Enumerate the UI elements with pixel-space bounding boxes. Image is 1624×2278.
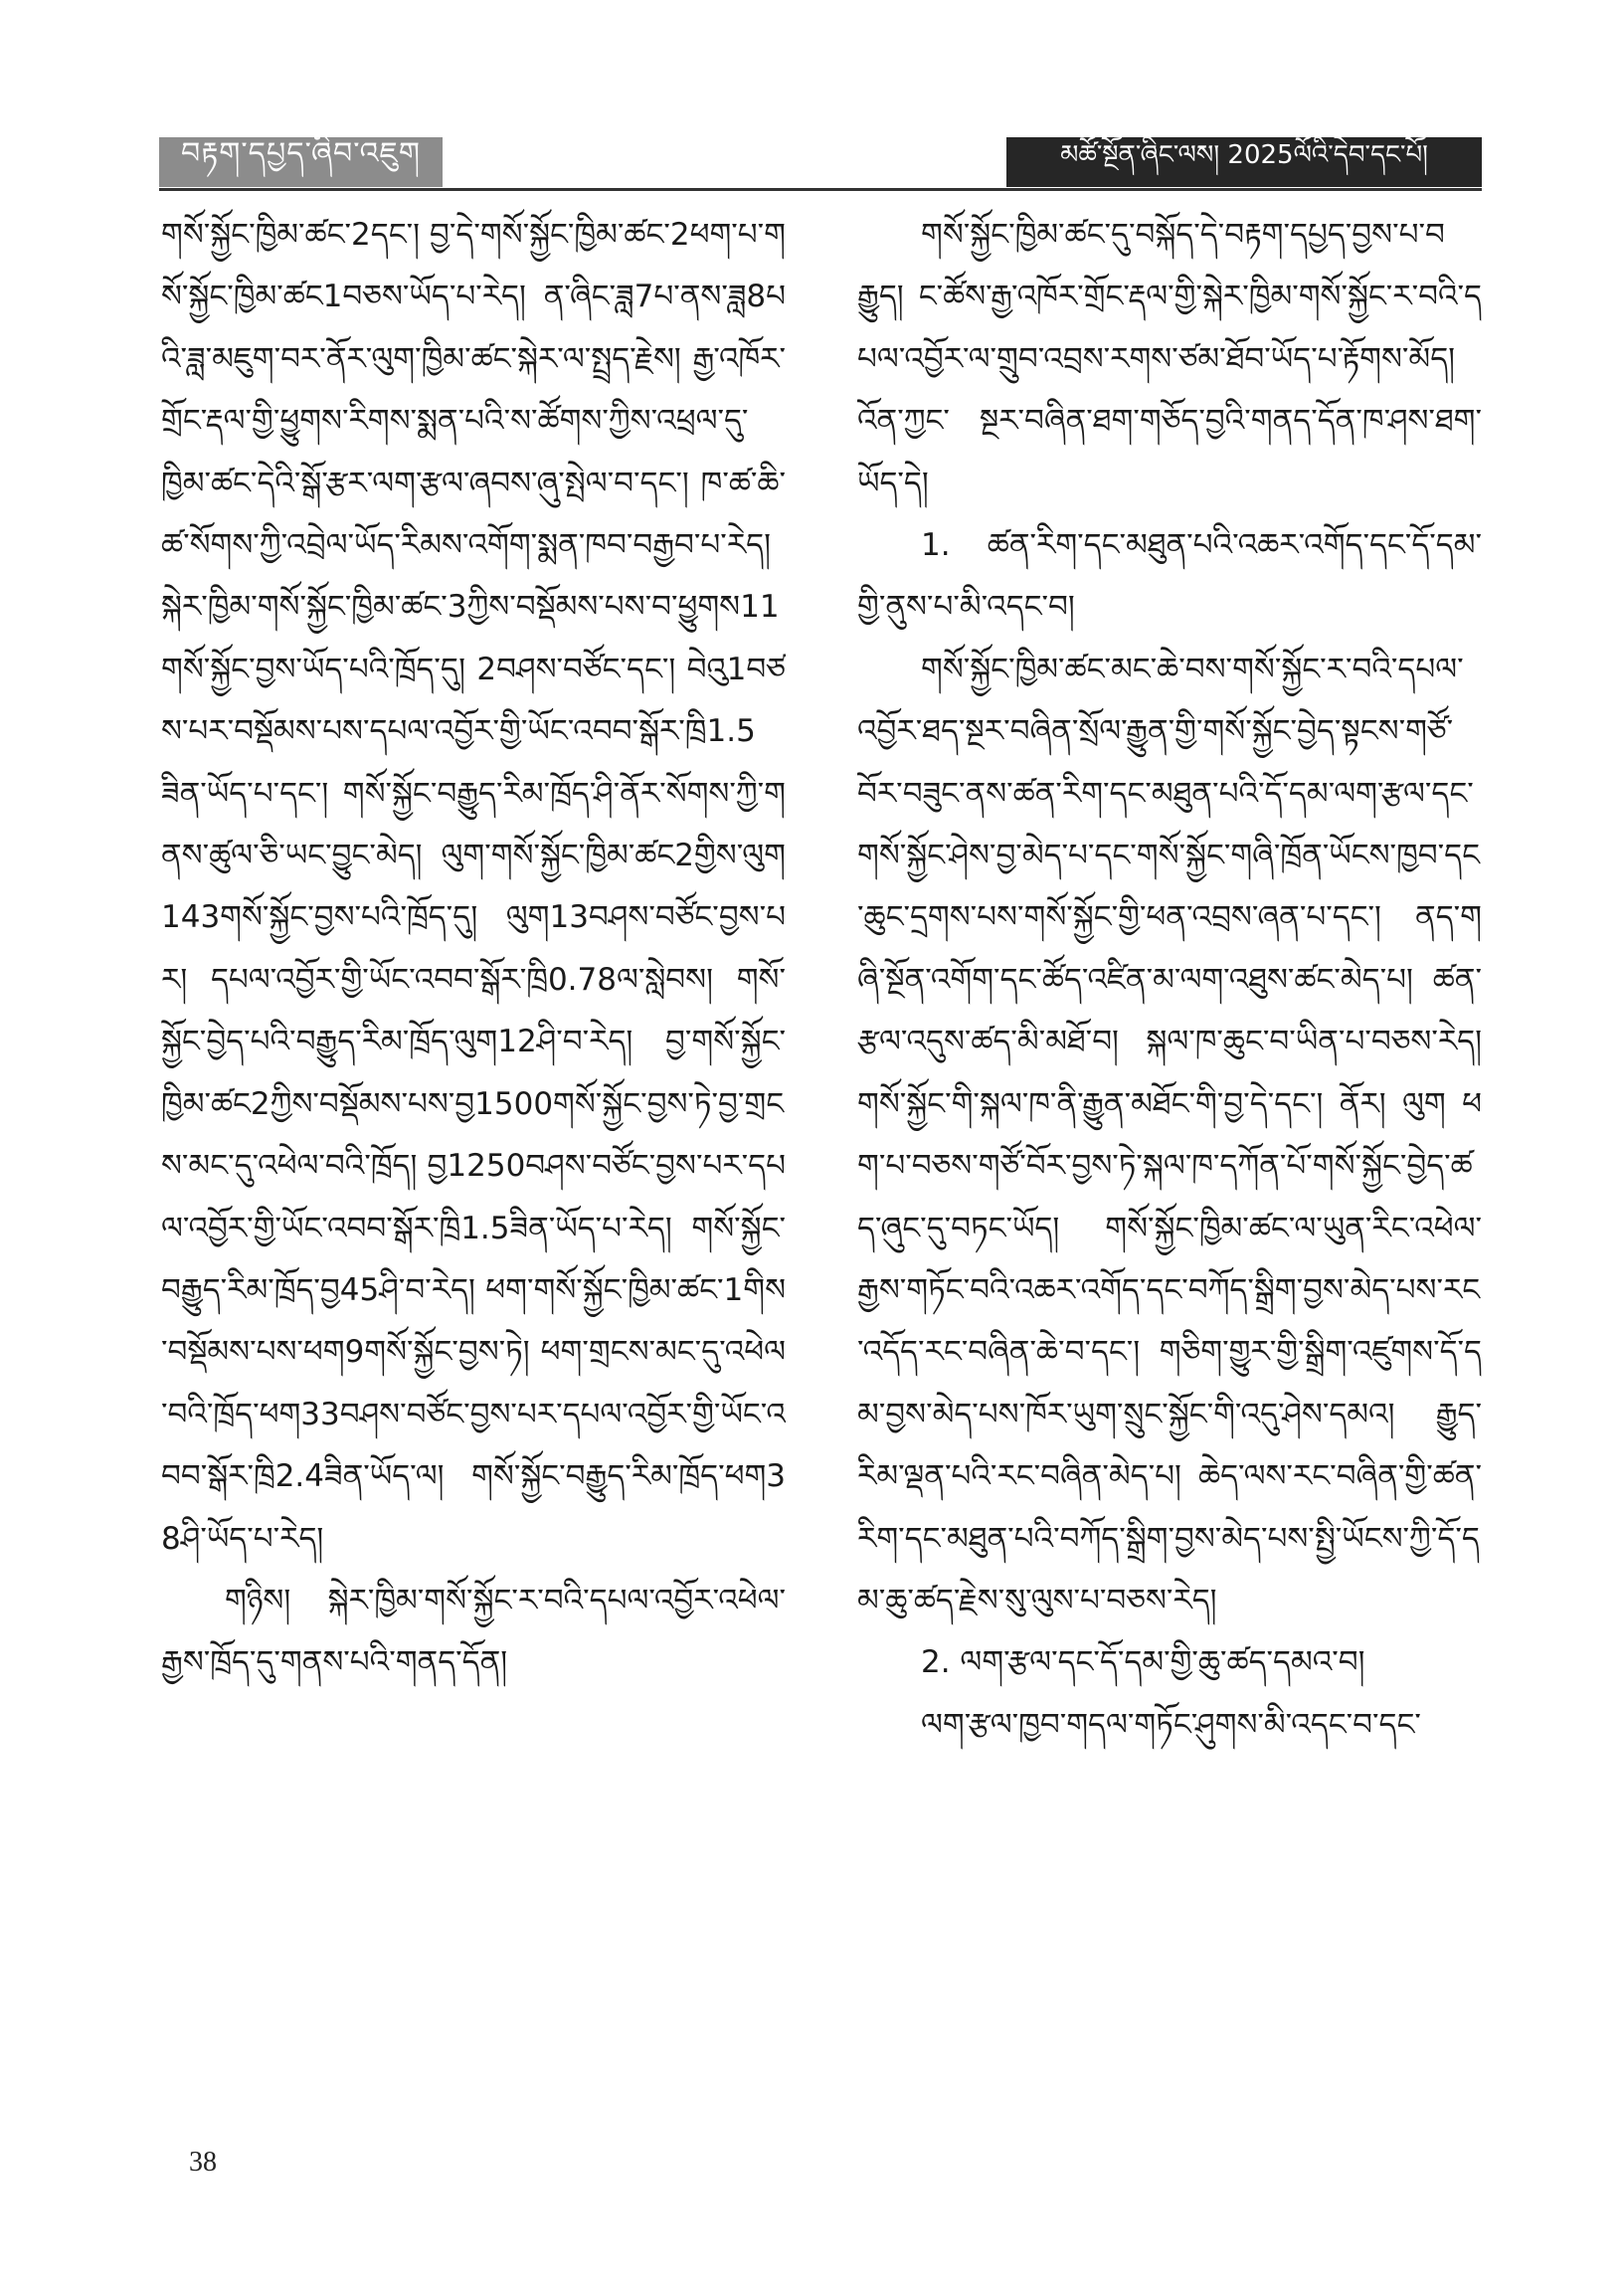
left-column	[161, 204, 786, 2094]
journal-title-tab: མཚོ་སྔོན་ཞིང་ལས། 2025ལོའི་དེབ་དང་པོ།	[1006, 137, 1482, 187]
subsection-heading-2: 2. ལག་རྩལ་དང་དོ་དམ་གྱི་ཆུ་ཚད་དམའ་བ།	[921, 1644, 1365, 1681]
body-paragraph: གསོ་སྐྱོང་ཁྱིམ་ཚང་2དང་། བྱ་དེ་གསོ་སྐྱོང་ཁྱིམ་ཚང་2ཕག་པ་གསོ་སྐྱོང་ཁྱིམ་ཚང1བཅས་ཡོད་པ་རེད། ན་ཞིང་ཟླ7པ་ནས་ཟླ8པའི་ཟླ་མཇུག་བར་ནོར་ལུག་ཁྱིམ་ཚང་སྐེར་ལ་སྤྲད་རྗེས། རྒྱ་འཁོར་གྲོང་རྡལ་གྱི་ཕྱུགས་རིགས་སྨན་པའི་ས་ཚོགས་ཀྱིས་འཕྲལ་དུ་ཁྱིམ་ཚང་དེའི་སྒོ་རྩར་ལག་རྩལ་ཞབས་ཞུ་སྤེལ་བ་དང་། ཁ་ཚ་ཆི་ཚ་སོགས་ཀྱི་འབྲེལ་ཡོད་རིམས་འགོག་སྨན་ཁབ་བརྒྱབ་པ་རེད། སྐེར་ཁྱིམ་གསོ་སྐྱོང་ཁྱིམ་ཚང་3ཀྱིས་བསྡོམས་པས་བ་ཕྱུགས11གསོ་སྐྱོང་བྱས་ཡོད་པའི་ཁྲོད་དུ། 2བཤས་བཙོང་དང་། བེའུ1བཙས་པར་བསྡོམས་པས་དཔལ་འབྱོར་གྱི་ཡོང་འབབ་སྒོར་ཁྲི1.5ཟིན་ཡོད་པ་དང་། གསོ་སྐྱོང་བརྒྱུད་རིམ་ཁྲོད་ཤི་ནོར་སོགས་ཀྱི་གནས་ཚུལ་ཅི་ཡང་བྱུང་མེད། ལུག་གསོ་སྐྱོང་ཁྱིམ་ཚང2གྱིས་ལུག143གསོ་སྐྱོང་བྱས་པའི་ཁྲོད་དུ། ལུག13བཤས་བཙོང་བྱས་པར། དཔལ་འབྱོར་གྱི་ཡོང་འབབ་སྒོར་ཁྲི0.78ལ་སླེབས། གསོ་སྐྱོང་བྱེད་པའི་བརྒྱུད་རིམ་ཁྲོད་ལུག12ཤི་བ་རེད། བྱ་གསོ་སྐྱོང་ཁྱིམ་ཚང2ཀྱིས་བསྡོམས་པས་བྱ1500གསོ་སྐྱོང་བྱས་ཏེ་བྱ་གྲངས་མང་དུ་འཕེལ་བའི་ཁྲོད། བྱ1250བཤས་བཙོང་བྱས་པར་དཔལ་འབྱོར་གྱི་ཡོང་འབབ་སྒོར་ཁྲི1.5ཟིན་ཡོད་པ་རེད། གསོ་སྐྱོང་བརྒྱུད་རིམ་ཁྲོད་བྱ45ཤི་བ་རེད། ཕག་གསོ་སྐྱོང་ཁྱིམ་ཚང་1གིས་བསྡོམས་པས་ཕག9གསོ་སྐྱོང་བྱས་ཏེ། ཕག་གྲངས་མང་དུ་འཕེལ་བའི་ཁྲོད་ཕག33བཤས་བཙོང་བྱས་པར་དཔལ་འབྱོར་གྱི་ཡོང་འབབ་སྒོར་ཁྲི2.4ཟིན་ཡོད་ལ། གསོ་སྐྱོང་བརྒྱུད་རིམ་ཁྲོད་ཕག38ཤི་ཡོད་པ་རེད།	[161, 217, 786, 1557]
subsection-heading-1: 1. ཚན་རིག་དང་མཐུན་པའི་འཆར་འགོད་དང་དོ་དམ་གྱི་ནུས་པ་མི་འདང་བ།	[857, 527, 1482, 626]
section-heading: གཉིས། སྐེར་ཁྱིམ་གསོ་སྐྱོང་ར་བའི་དཔལ་འབྱོར་འཕེལ་རྒྱས་ཁྲོད་དུ་གནས་པའི་གནད་དོན།	[161, 1582, 786, 1681]
section-title-tab: བརྟག་དཔྱད་ཞིབ་འཇུག	[159, 137, 443, 187]
body-paragraph: ལག་རྩལ་ཁྱབ་གདལ་གཏོང་ཤུགས་མི་འདང་བ་དང་	[921, 1706, 1421, 1743]
body-paragraph: གསོ་སྐྱོང་ཁྱིམ་ཚང་དུ་བསྐོད་དེ་བརྟག་དཔྱད་བྱས་པ་བརྒྱུད། ང་ཚོས་རྒྱ་འཁོར་གྲོང་རྡལ་གྱི་སྐེར་ཁྱིམ་གསོ་སྐྱོང་ར་བའི་དཔལ་འབྱོར་ལ་གྲུབ་འབྲས་རགས་ཙམ་ཐོབ་ཡོད་པ་རྟོགས་མོད། འོན་ཀྱང་ སྔར་བཞིན་ཐག་གཅོད་བྱའི་གནད་དོན་ཁ་ཤས་ཐག་ཡོད་དེ།	[857, 217, 1482, 501]
header-rule	[159, 188, 1482, 191]
right-column	[857, 204, 1482, 2094]
body-paragraph: གསོ་སྐྱོང་ཁྱིམ་ཚང་མང་ཆེ་བས་གསོ་སྐྱོང་ར་བའི་དཔལ་འབྱོར་ཐད་སྔར་བཞིན་སྲོལ་རྒྱུན་གྱི་གསོ་སྐྱོང་བྱེད་སྟངས་གཙོ་བོར་བཟུང་ནས་ཚན་རིག་དང་མཐུན་པའི་དོ་དམ་ལག་རྩལ་དང་གསོ་སྐྱོང་ཤེས་བྱ་མེད་པ་དང་གསོ་སྐྱོང་གཞི་ཁྲོན་ཡོངས་ཁྱབ་དང་ཆུང་དྲགས་པས་གསོ་སྐྱོང་གྱི་ཕན་འབྲས་ཞན་པ་དང་། ནད་གཞི་སྔོན་འགོག་དང་ཚོད་འཛིན་མ་ལག་འཐུས་ཚང་མེད་པ། ཚན་རྩལ་འདུས་ཚད་མི་མཐོ་བ། སྐལ་ཁ་ཆུང་བ་ཡིན་པ་བཅས་རེད། གསོ་སྐྱོང་གི་སྐལ་ཁ་ནི་རྒྱུན་མཐོང་གི་བྱ་དེ་དང་། ནོར། ལུག ཕག་པ་བཅས་གཙོ་བོར་བྱས་ཏེ་སྐལ་ཁ་དཀོན་པོ་གསོ་སྐྱོང་བྱེད་ཚད་ཞུང་དུ་བཏང་ཡོད། གསོ་སྐྱོང་ཁྱིམ་ཚང་ལ་ཡུན་རིང་འཕེལ་རྒྱས་གཏོང་བའི་འཆར་འགོད་དང་བཀོད་སྒྲིག་བྱས་མེད་པས་རང་འདོད་རང་བཞིན་ཆེ་བ་དང་། གཅིག་གྱུར་གྱི་སྒྲིག་འཛུགས་དོ་དམ་བྱས་མེད་པས་ཁོར་ཡུག་སྲུང་སྐྱོང་གི་འདུ་ཤེས་དམའ། རྒྱུད་རིམ་ལྡན་པའི་རང་བཞིན་མེད་པ། ཆེད་ལས་རང་བཞིན་གྱི་ཚན་རིག་དང་མཐུན་པའི་བཀོད་སྒྲིག་བྱས་མེད་པས་སྤྱི་ཡོངས་ཀྱི་དོ་དམ་ཆུ་ཚད་རྗེས་སུ་ལུས་པ་བཅས་རེད།	[857, 651, 1482, 1618]
page-number: 38	[189, 2147, 217, 2178]
